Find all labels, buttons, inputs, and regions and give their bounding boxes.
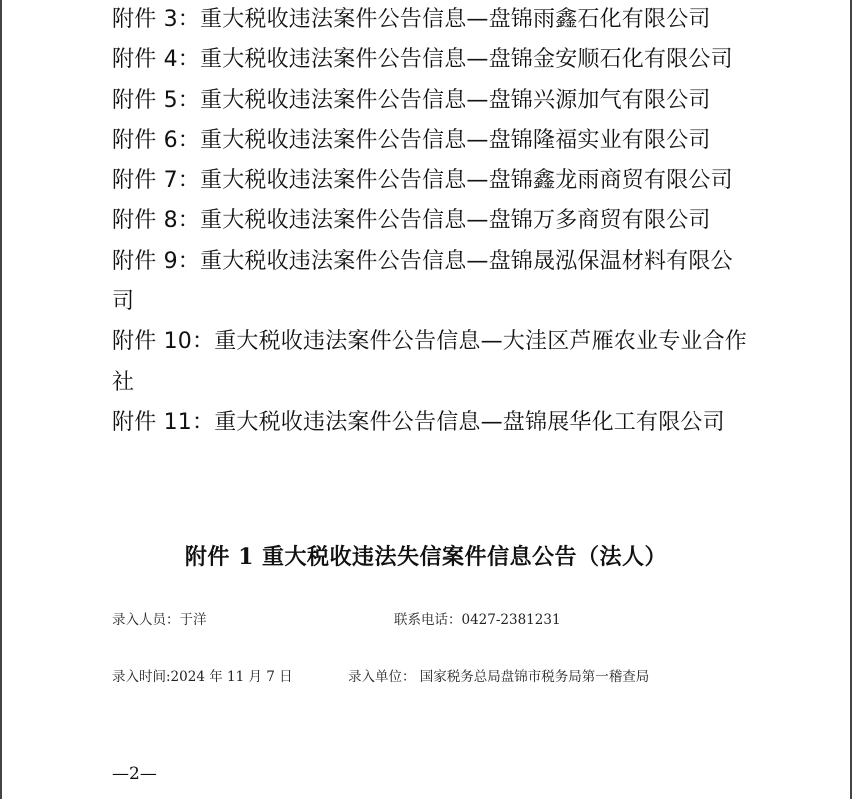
attachment-item: 附件 9：重大税收违法案件公告信息—盘锦晟泓保温材料有限公司: [112, 248, 733, 315]
entry-unit: 录入单位： 国家税务总局盘锦市税务局第一稽查局: [348, 669, 650, 685]
attachment-item: 附件 3：重大税收违法案件公告信息—盘锦雨鑫石化有限公司: [112, 7, 711, 32]
contact-phone: 联系电话：0427-2381231: [394, 612, 561, 628]
entry-person: 录入人员：于洋: [112, 612, 207, 628]
page-number: —2—: [112, 764, 157, 784]
attachment-item: 附件 8：重大税收违法案件公告信息—盘锦万多商贸有限公司: [112, 208, 711, 234]
attachment-list: [112, 0, 752, 443]
attachment-item: 附件 10：重大税收违法案件公告信息—大洼区芦雁农业专业合作社: [112, 329, 747, 395]
attachment-item: 附件 5：重大税收违法案件公告信息—盘锦兴源加气有限公司: [112, 87, 711, 113]
document-title: 附件 1 重大税收违法失信案件信息公告（法人）: [184, 544, 668, 570]
attachment-item: 附件 4：重大税收违法案件公告信息—盘锦金安顺石化有限公司: [112, 47, 733, 73]
entry-time: 录入时间:2024 年 11 月 7 日: [112, 669, 293, 685]
attachment-item: 附件 11：重大税收违法案件公告信息—盘锦展华化工有限公司: [112, 409, 725, 435]
attachment-item: 附件 7：重大税收违法案件公告信息—盘锦鑫龙雨商贸有限公司: [112, 168, 733, 194]
attachment-item: 附件 6：重大税收违法案件公告信息—盘锦隆福实业有限公司: [112, 127, 711, 153]
